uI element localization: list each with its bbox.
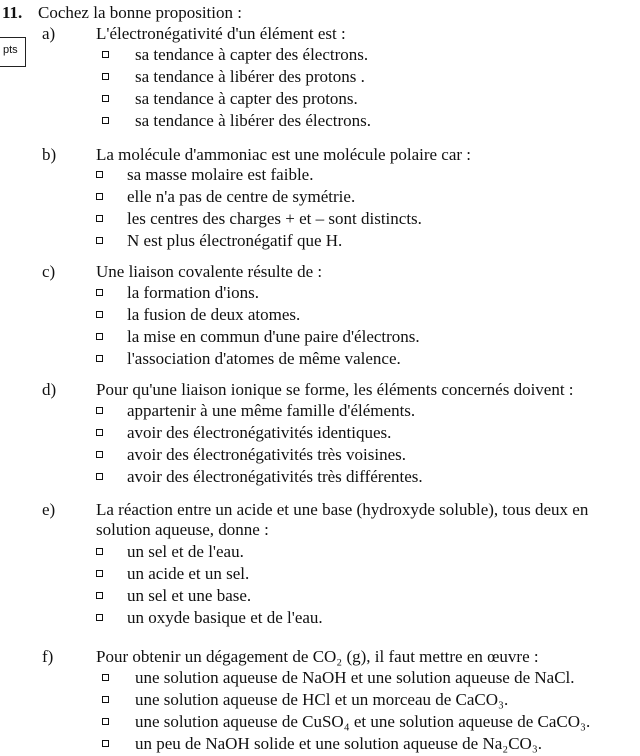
option-text: sa tendance à libérer des électrons. [135, 111, 371, 130]
option-text: une solution aqueuse de CuSO₄ et une solution aqueuse de CaCO₃. [135, 712, 591, 731]
option-row [0, 467, 640, 487]
option-row [0, 89, 640, 109]
part-stem: Une liaison covalente résulte de : [96, 262, 323, 281]
option-text: la formation d'ions. [127, 283, 259, 302]
option-row [0, 67, 640, 87]
option-row [0, 349, 640, 369]
part-stem: L'électronégativité d'un élément est : [96, 24, 346, 43]
checkbox[interactable] [102, 696, 109, 703]
option-text: elle n'a pas de centre de symétrie. [127, 187, 356, 206]
checkbox[interactable] [96, 473, 103, 480]
option-text: une solution aqueuse de NaOH et une solution aqueuse de NaCl. [135, 668, 575, 687]
checkbox[interactable] [96, 548, 103, 555]
option-row [0, 608, 640, 628]
part-stem: La molécule d'ammoniac est une molécule polaire car : [96, 145, 472, 164]
checkbox[interactable] [96, 407, 103, 414]
checkbox[interactable] [96, 289, 103, 296]
checkbox[interactable] [96, 429, 103, 436]
option-row [0, 305, 640, 325]
option-text: avoir des électronégativités identiques. [127, 423, 392, 442]
part-stem: Pour qu'une liaison ionique se forme, les éléments concernés doivent : [96, 380, 574, 399]
option-row [0, 401, 640, 421]
option-row [0, 423, 640, 443]
part-stem: La réaction entre un acide et une base (hydroxyde soluble), tous deux en solution aqueuse, donne : [96, 500, 589, 539]
part-letter: e) [42, 500, 56, 519]
checkbox[interactable] [102, 95, 109, 102]
option-text: l'association d'atomes de même valence. [127, 349, 401, 368]
option-text: un oxyde basique et de l'eau. [127, 608, 323, 627]
option-text: avoir des électronégativités très différentes. [127, 467, 423, 486]
option-text: sa tendance à libérer des protons . [135, 67, 365, 86]
checkbox[interactable] [102, 718, 109, 725]
option-row [0, 283, 640, 303]
option-text: N est plus électronégatif que H. [127, 231, 343, 250]
checkbox[interactable] [96, 333, 103, 340]
option-row [0, 690, 640, 710]
option-text: un peu de NaOH solide et une solution aqueuse de Na₂CO₃. [135, 734, 543, 753]
part-letter: c) [42, 262, 56, 281]
option-row [0, 231, 640, 251]
option-text: un sel et de l'eau. [127, 542, 244, 561]
option-row [0, 187, 640, 207]
option-row [0, 45, 640, 65]
option-text: appartenir à une même famille d'éléments. [127, 401, 416, 420]
option-text: une solution aqueuse de HCl et un morceau de CaCO₃. [135, 690, 509, 709]
option-row [0, 734, 640, 754]
option-text: les centres des charges + et – sont distincts. [127, 209, 422, 228]
checkbox[interactable] [96, 311, 103, 318]
part-letter: d) [42, 380, 57, 399]
option-text: sa masse molaire est faible. [127, 165, 314, 184]
option-text: la fusion de deux atomes. [127, 305, 301, 324]
option-row [0, 564, 640, 584]
checkbox[interactable] [96, 592, 103, 599]
option-text: avoir des électronégativités très voisines. [127, 445, 406, 464]
checkbox[interactable] [102, 51, 109, 58]
option-text: un sel et une base. [127, 586, 252, 605]
checkbox[interactable] [102, 117, 109, 124]
checkbox[interactable] [96, 215, 103, 222]
checkbox[interactable] [102, 73, 109, 80]
checkbox[interactable] [96, 570, 103, 577]
option-row [0, 327, 640, 347]
option-row [0, 542, 640, 562]
question-title: Cochez la bonne proposition : [38, 3, 242, 22]
part-letter: a) [42, 24, 56, 43]
option-row [0, 668, 640, 688]
part-letter: f) [42, 647, 54, 666]
points-box: pts [0, 37, 26, 67]
checkbox[interactable] [102, 740, 109, 747]
option-row [0, 209, 640, 229]
checkbox[interactable] [96, 614, 103, 621]
part-letter: b) [42, 145, 57, 164]
checkbox[interactable] [102, 674, 109, 681]
option-row [0, 586, 640, 606]
option-text: un acide et un sel. [127, 564, 250, 583]
option-row [0, 165, 640, 185]
checkbox[interactable] [96, 193, 103, 200]
question-number: 11. [2, 3, 23, 22]
option-text: sa tendance à capter des électrons. [135, 45, 369, 64]
option-text: la mise en commun d'une paire d'électrons. [127, 327, 420, 346]
checkbox[interactable] [96, 171, 103, 178]
part-stem: Pour obtenir un dégagement de CO₂ (g), il faut mettre en œuvre : [96, 647, 539, 666]
option-row [0, 445, 640, 465]
checkbox[interactable] [96, 355, 103, 362]
checkbox[interactable] [96, 237, 103, 244]
option-row [0, 111, 640, 131]
checkbox[interactable] [96, 451, 103, 458]
option-text: sa tendance à capter des protons. [135, 89, 358, 108]
option-row [0, 712, 640, 732]
